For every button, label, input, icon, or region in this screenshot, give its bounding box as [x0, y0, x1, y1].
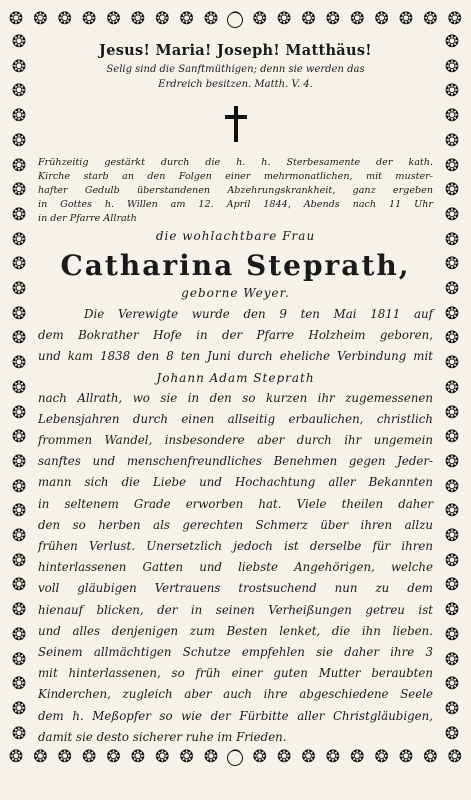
intro-line: Kirche starb an den Folgen einer mehrmonatlichen, mit muster- — [38, 171, 433, 182]
border-ornament-icon: ❂ — [444, 723, 460, 744]
honorific: die wohlachtbare Frau — [155, 229, 316, 243]
border-ornament-icon: ❂ — [444, 81, 460, 102]
border-ornament-icon: ❂ — [11, 575, 27, 596]
deceased-name: Catharina Steprath, — [60, 249, 411, 282]
border-ornament-icon: ❂ — [106, 9, 121, 29]
body-line: Lebensjahren durch einen allseitig erbaulichen, christlich — [38, 411, 433, 426]
border-ornament-icon: ❂ — [11, 723, 27, 744]
border-ornament-icon: ❂ — [444, 279, 460, 300]
border-ornament-icon: ❂ — [374, 747, 389, 767]
border-ornament-icon: ❂ — [11, 279, 27, 300]
body-line: Die Verewigte wurde den 9 ten Mai 1811 auf — [84, 307, 433, 321]
invocation-heading: Jesus! Maria! Joseph! Matthäus! — [99, 42, 372, 59]
border-ornament-icon: ❂ — [11, 180, 27, 201]
border-ornament-icon: ❂ — [444, 575, 460, 596]
body-line: hienauf blicken, der in seinen Verheißungen getreu ist — [38, 602, 433, 617]
border-ornament-icon: ❂ — [11, 600, 27, 621]
border-ornament-icon: ❂ — [11, 32, 27, 52]
border-ornament-icon: ❂ — [444, 155, 460, 176]
border-ornament-icon: ❂ — [106, 747, 121, 767]
border-ornament-icon: ❂ — [444, 254, 460, 275]
border-ornament-icon: ❂ — [11, 328, 27, 349]
border-ornament-icon: ❂ — [374, 9, 389, 29]
border-ornament-icon: ❂ — [423, 9, 438, 29]
body-line: sanftes und menschenfreundliches Benehmen gegen Jeder- — [38, 454, 433, 469]
notice-content — [38, 36, 433, 744]
border-ornament-icon: ❂ — [444, 130, 460, 151]
death-announcement — [38, 156, 433, 226]
border-ornament-icon: ❂ — [11, 303, 27, 324]
left-ornamental-border — [6, 32, 32, 744]
border-ornament-icon: ❂ — [11, 204, 27, 225]
border-ornament-icon: ❂ — [398, 9, 414, 29]
border-ornament-icon: ❂ — [57, 747, 72, 767]
border-ornament-icon: ❂ — [301, 747, 316, 767]
body-line: damit sie desto sicherer ruhe im Frieden. — [38, 729, 287, 744]
border-ornament-icon: ❂ — [325, 747, 340, 767]
border-ornament-icon: ❂ — [444, 550, 460, 571]
border-ornament-icon: ❂ — [11, 106, 27, 127]
border-ornament-icon: ❂ — [444, 624, 460, 645]
border-ornament-icon: ❂ — [57, 9, 72, 29]
border-ornament-icon: ❂ — [444, 180, 460, 201]
right-ornamental-border — [439, 32, 465, 744]
body-line: dem Bokrather Hofe in der Pfarre Holzheim geboren, — [38, 328, 433, 343]
beatitude-quote — [38, 62, 433, 92]
top-circle-ornament — [227, 12, 243, 28]
border-ornament-icon: ❂ — [11, 674, 27, 695]
beatitude-line-1: Selig sind die Sanftmüthigen; denn sie werden das — [106, 64, 365, 75]
border-ornament-icon: ❂ — [11, 56, 27, 77]
border-ornament-icon: ❂ — [82, 747, 97, 767]
border-ornament-icon: ❂ — [444, 427, 460, 448]
border-ornament-icon: ❂ — [203, 747, 219, 767]
body-line: mit hinterlassenen, so früh einer guten Mutter beraubten — [38, 666, 433, 681]
border-ornament-icon: ❂ — [444, 229, 460, 250]
body-line: in seltenem Grade erworben hat. Viele theilen daher — [38, 496, 433, 511]
body-line: voll gläubigen Vertrauens trostsuchend nun zu dem — [38, 581, 433, 596]
border-ornament-icon: ❂ — [8, 747, 24, 767]
border-ornament-icon: ❂ — [277, 9, 292, 29]
border-ornament-icon: ❂ — [130, 747, 145, 767]
biography-text — [38, 304, 433, 748]
border-ornament-icon: ❂ — [277, 747, 292, 767]
border-ornament-icon: ❂ — [33, 9, 48, 29]
border-ornament-icon: ❂ — [11, 451, 27, 472]
beatitude-line-2: Erdreich besitzen. Matth. V. 4. — [158, 79, 313, 90]
body-line: hinterlassenen Gatten und liebste Angehörigen, welche — [38, 560, 433, 575]
cross-icon — [38, 104, 433, 146]
border-ornament-icon: ❂ — [444, 106, 460, 127]
border-ornament-icon: ❂ — [8, 9, 24, 29]
border-ornament-icon: ❂ — [444, 649, 460, 670]
border-ornament-icon: ❂ — [444, 56, 460, 77]
intro-line: in Gottes h. Willen am 12. April 1844, Abends nach 11 Uhr — [38, 199, 433, 210]
border-ornament-icon: ❂ — [325, 9, 340, 29]
border-ornament-icon: ❂ — [130, 9, 145, 29]
border-ornament-icon: ❂ — [301, 9, 316, 29]
border-ornament-icon: ❂ — [444, 328, 460, 349]
border-ornament-icon: ❂ — [444, 600, 460, 621]
border-ornament-icon: ❂ — [444, 698, 460, 719]
maiden-name: geborne Weyer. — [181, 286, 290, 300]
body-line: mann sich die Liebe und Hochachtung aller Bekannten — [38, 475, 433, 490]
border-ornament-icon: ❂ — [179, 747, 194, 767]
border-ornament-icon: ❂ — [444, 402, 460, 423]
border-ornament-icon: ❂ — [82, 9, 97, 29]
border-ornament-icon: ❂ — [11, 501, 27, 522]
husband-name: Johann Adam Steprath — [156, 370, 315, 385]
border-ornament-icon: ❂ — [11, 427, 27, 448]
border-ornament-icon: ❂ — [11, 624, 27, 645]
border-ornament-icon: ❂ — [398, 747, 414, 767]
border-ornament-icon: ❂ — [444, 204, 460, 225]
border-ornament-icon: ❂ — [11, 229, 27, 250]
border-ornament-icon: ❂ — [203, 9, 219, 29]
border-ornament-icon: ❂ — [444, 451, 460, 472]
border-ornament-icon: ❂ — [155, 9, 170, 29]
border-ornament-icon: ❂ — [447, 9, 462, 29]
border-ornament-icon: ❂ — [11, 254, 27, 275]
border-ornament-icon: ❂ — [11, 550, 27, 571]
border-ornament-icon: ❂ — [11, 81, 27, 102]
border-ornament-icon: ❂ — [444, 353, 460, 374]
border-ornament-icon: ❂ — [11, 377, 27, 398]
border-ornament-icon: ❂ — [33, 747, 48, 767]
body-line: den so herben als gerechten Schmerz über ihren allzu — [38, 517, 433, 532]
border-ornament-icon: ❂ — [11, 130, 27, 151]
border-ornament-icon: ❂ — [11, 526, 27, 547]
body-line: und kam 1838 den 8 ten Juni durch eheliche Verbindung mit — [38, 349, 433, 364]
border-ornament-icon: ❂ — [444, 476, 460, 497]
border-ornament-icon: ❂ — [350, 747, 365, 767]
body-line: frommen Wandel, insbesondere aber durch ihr ungemein — [38, 433, 433, 448]
border-ornament-icon: ❂ — [447, 747, 462, 767]
border-ornament-icon: ❂ — [11, 155, 27, 176]
border-ornament-icon: ❂ — [11, 353, 27, 374]
border-ornament-icon: ❂ — [444, 526, 460, 547]
border-ornament-icon: ❂ — [444, 501, 460, 522]
body-line: frühen Verlust. Unersetzlich jedoch ist derselbe für ihren — [38, 539, 433, 554]
body-line: dem h. Meßopfer so wie der Fürbitte aller Christgläubigen, — [38, 708, 433, 723]
border-ornament-icon: ❂ — [350, 9, 365, 29]
border-ornament-icon: ❂ — [11, 649, 27, 670]
body-line: nach Allrath, wo sie in den so kurzen ihr zugemessenen — [38, 390, 433, 405]
border-ornament-icon: ❂ — [155, 747, 170, 767]
border-ornament-icon: ❂ — [423, 747, 438, 767]
body-line: und alles denjenigen zum Besten lenket, die ihn lieben. — [38, 623, 433, 638]
body-line: Seinem allmächtigen Schutze empfehlen sie daher ihre 3 — [38, 645, 433, 660]
border-ornament-icon: ❂ — [252, 747, 267, 767]
intro-line: hafter Gedulb überstandenen Abzehrungskrankheit, ganz ergeben — [38, 185, 433, 196]
border-ornament-icon: ❂ — [252, 9, 267, 29]
border-ornament-icon: ❂ — [444, 377, 460, 398]
border-ornament-icon: ❂ — [11, 402, 27, 423]
bottom-circle-ornament — [227, 750, 243, 766]
border-ornament-icon: ❂ — [444, 303, 460, 324]
intro-line: Frühzeitig gestärkt durch die h. h. Sterbesamente der kath. — [38, 157, 433, 168]
border-ornament-icon: ❂ — [444, 32, 460, 52]
border-ornament-icon: ❂ — [11, 698, 27, 719]
body-line: Kinderchen, zugleich aber auch ihre abgeschiedene Seele — [38, 687, 433, 702]
border-ornament-icon: ❂ — [179, 9, 194, 29]
border-ornament-icon: ❂ — [11, 476, 27, 497]
border-ornament-icon: ❂ — [444, 674, 460, 695]
intro-line: in der Pfarre Allrath — [38, 213, 137, 224]
